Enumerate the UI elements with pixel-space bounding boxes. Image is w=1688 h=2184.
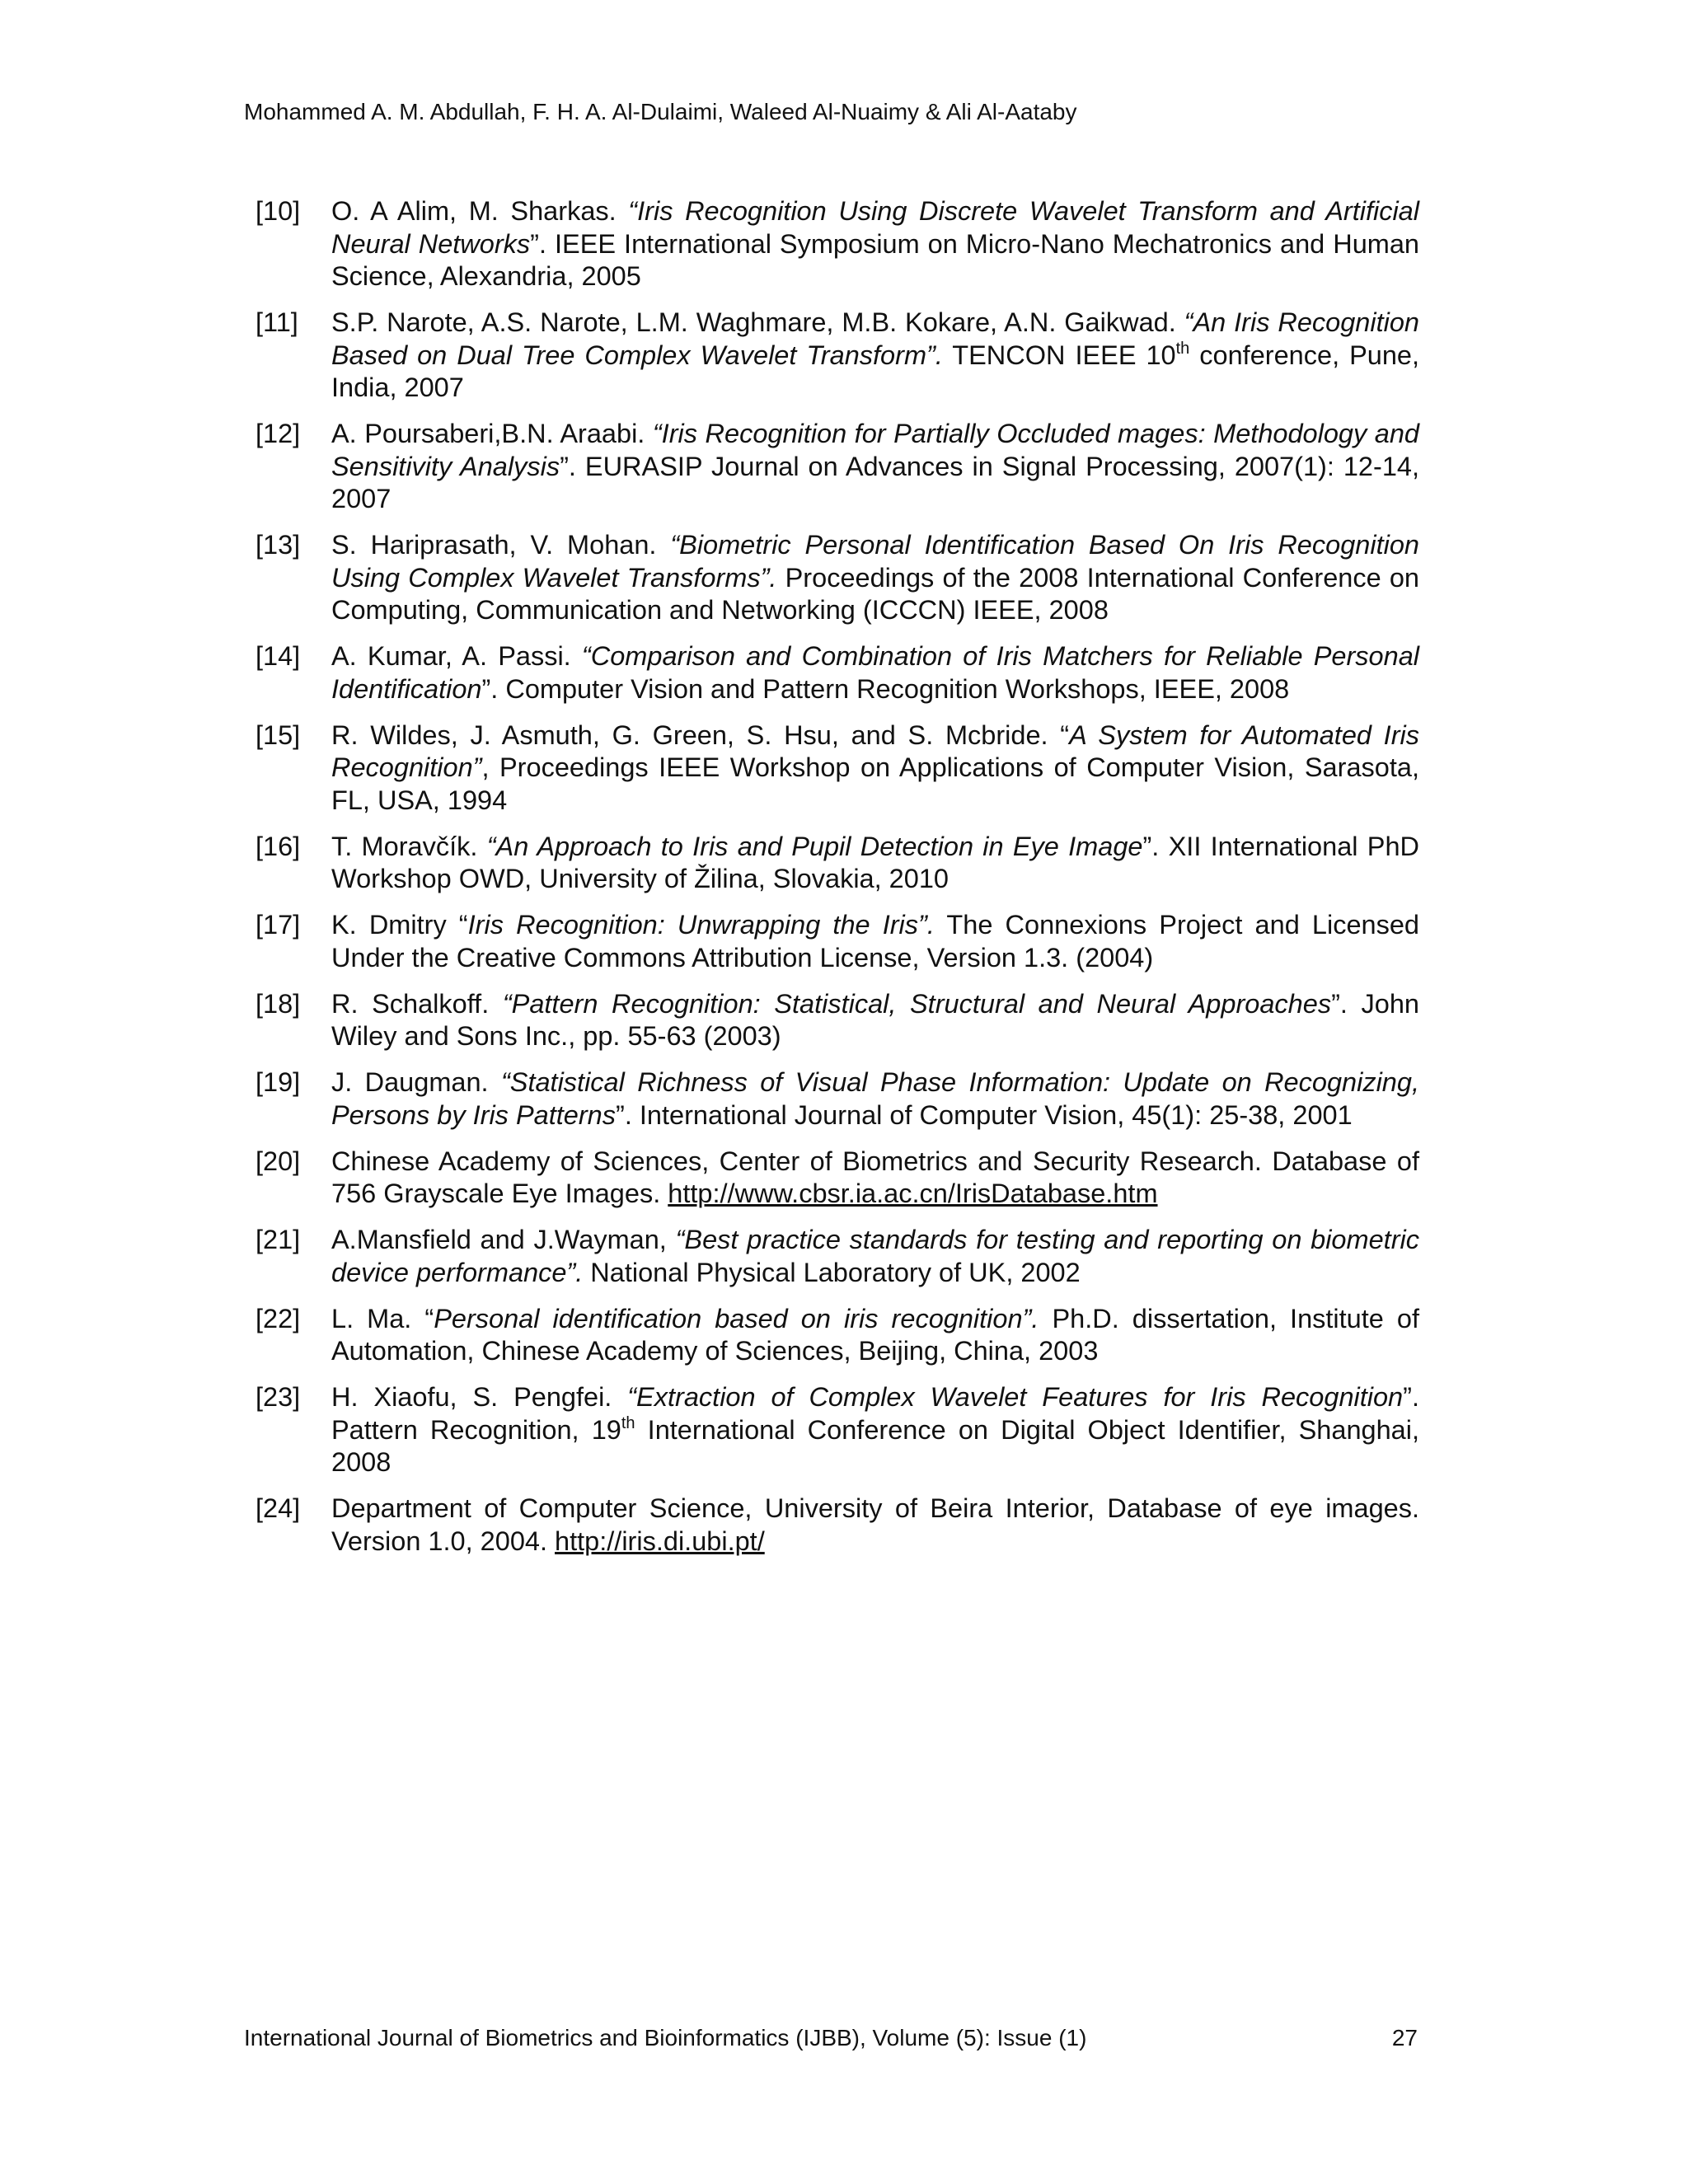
reference-title: A System for Automated Iris Recognition” [331, 719, 1419, 782]
reference-text [331, 640, 1419, 705]
reference-source: ”. International Journal of Computer Vision, 45(1): 25-38, 2001 [616, 1099, 1353, 1130]
page-number: 27 [1391, 2025, 1418, 2050]
reference-authors: A.Mansfield and J.Wayman, [331, 1225, 676, 1254]
reference-number: [11] [256, 307, 298, 337]
database-link[interactable]: http://www.cbsr.ia.ac.cn/IrisDatabase.htm [668, 1179, 1158, 1208]
reference-title: “Iris Recognition Using Discrete Wavelet Transform and Artificial Neural Networks [331, 196, 1419, 259]
reference-source: ”. EURASIP Journal on Advances in Signal Processing, 2007(1): 12-14, 2007 [331, 451, 1420, 513]
ordinal-suffix: th [621, 1413, 635, 1432]
reference-authors: K. Dmitry “ [331, 910, 468, 940]
reference-title: “Statistical Richness of Visual Phase Information: Update on Recognizing, Persons by Iris Patterns [331, 1067, 1419, 1130]
reference-item [256, 1303, 1419, 1368]
reference-authors: J. Daugman. [331, 1067, 501, 1097]
reference-authors: L. Ma. “ [331, 1303, 434, 1333]
reference-item [256, 1224, 1419, 1289]
reference-item [256, 529, 1419, 627]
reference-text [331, 1224, 1419, 1289]
reference-title: “Biometric Personal Identification Based On Iris Recognition Using Complex Wavelet Transforms”. [331, 530, 1419, 593]
page-footer [244, 2023, 1418, 2053]
reference-source: National Physical Laboratory of UK, 2002 [583, 1257, 1081, 1287]
reference-authors: H. Xiaofu, S. Pengfei. [331, 1382, 628, 1412]
reference-number: [22] [256, 1303, 301, 1333]
reference-item [256, 909, 1419, 974]
reference-item [256, 1493, 1419, 1558]
reference-text [331, 1066, 1419, 1132]
reference-list [256, 195, 1419, 1572]
reference-authors: A. Kumar, A. Passi. [331, 641, 582, 671]
reference-title: Personal identification based on iris recognition”. [434, 1303, 1039, 1333]
reference-title: “An Approach to Iris and Pupil Detection in Eye Image [486, 831, 1143, 861]
reference-item [256, 418, 1419, 516]
reference-text [331, 195, 1419, 293]
reference-number: [21] [256, 1225, 301, 1254]
reference-authors: Chinese Academy of Sciences, Center of Biometrics and Security Research. Database of 756 Grayscale Eye Images. [331, 1146, 1419, 1208]
reference-number: [24] [256, 1493, 301, 1523]
reference-source: Ph.D. dissertation, Institute of Automation, Chinese Academy of Sciences, Beijing, China, 2003 [331, 1303, 1419, 1366]
reference-authors: R. Wildes, J. Asmuth, G. Green, S. Hsu, and S. Mcbride. “ [331, 719, 1070, 750]
reference-text [331, 988, 1419, 1053]
reference-authors: R. Schalkoff. [331, 988, 503, 1019]
reference-authors: A. Poursaberi,B.N. Araabi. [331, 419, 653, 448]
reference-text [331, 1303, 1419, 1368]
reference-title: “Extraction of Complex Wavelet Features for Iris Recognition [627, 1382, 1404, 1412]
reference-item [256, 307, 1419, 405]
reference-title: “Comparison and Combination of Iris Matchers for Reliable Personal Identification [331, 641, 1420, 704]
reference-text [331, 719, 1419, 818]
reference-item [256, 831, 1419, 896]
reference-text [331, 1146, 1419, 1211]
reference-source: ”. John Wiley and Sons Inc., pp. 55-63 (2003) [331, 988, 1420, 1051]
database-link[interactable]: http://iris.di.ubi.pt/ [555, 1526, 765, 1556]
reference-text [331, 307, 1419, 405]
reference-source: ”. XII International PhD Workshop OWD, University of Žilina, Slovakia, 2010 [331, 831, 1419, 893]
reference-authors: S. Hariprasath, V. Mohan. [331, 530, 671, 560]
reference-source: ”. IEEE International Symposium on Micro-Nano Mechatronics and Human Science, Alexandria, 2005 [331, 228, 1419, 291]
reference-text [331, 529, 1419, 627]
reference-text [331, 1381, 1419, 1479]
reference-source: The Connexions Project and Licensed Under the Creative Commons Attribution License, Version 1.3. (2004) [331, 910, 1419, 972]
reference-source: ”. Pattern Recognition, 19 [331, 1382, 1419, 1445]
reference-item [256, 1146, 1419, 1211]
reference-source: TENCON IEEE 10 [942, 340, 1176, 370]
reference-number: [17] [256, 910, 301, 940]
reference-text [331, 831, 1419, 896]
reference-text [331, 418, 1419, 516]
reference-title: Iris Recognition: Unwrapping the Iris”. [467, 910, 935, 940]
reference-source-cont: conference, Pune, India, 2007 [331, 340, 1419, 402]
reference-source-cont: International Conference on Digital Object Identifier, Shanghai, 2008 [331, 1414, 1419, 1477]
reference-number: [19] [256, 1067, 301, 1097]
reference-title: “Best practice standards for testing and reporting on biometric device performance”. [331, 1225, 1419, 1287]
reference-authors: O. A Alim, M. Sharkas. [331, 196, 629, 226]
journal-citation: International Journal of Biometrics and Bioinformatics (IJBB), Volume (5): Issue (1) [244, 2025, 1087, 2050]
reference-number: [14] [256, 641, 301, 671]
reference-authors: Department of Computer Science, University of Beira Interior, Database of eye images. Version 1.0, 2004. [331, 1493, 1419, 1556]
reference-source: ”. Computer Vision and Pattern Recognition Workshops, IEEE, 2008 [481, 673, 1290, 704]
reference-number: [15] [256, 719, 301, 750]
reference-item [256, 719, 1419, 818]
reference-item [256, 1066, 1419, 1132]
reference-item [256, 640, 1419, 705]
reference-number: [10] [256, 196, 301, 226]
running-header: Mohammed A. M. Abdullah, F. H. A. Al-Dulaimi, Waleed Al-Nuaimy & Ali Al-Aataby [244, 99, 1077, 124]
reference-source: , Proceedings IEEE Workshop on Applications of Computer Vision, Sarasota, FL, USA, 1994 [331, 752, 1419, 815]
ordinal-suffix: th [1175, 339, 1190, 358]
reference-number: [16] [256, 831, 301, 861]
reference-source: Proceedings of the 2008 International Conference on Computing, Communication and Networking (ICCCN) IEEE, 2008 [331, 562, 1420, 625]
reference-item [256, 988, 1419, 1053]
reference-title: “Pattern Recognition: Statistical, Structural and Neural Approaches [502, 988, 1332, 1019]
reference-title: “An Iris Recognition Based on Dual Tree Complex Wavelet Transform”. [331, 307, 1419, 370]
reference-authors: S.P. Narote, A.S. Narote, L.M. Waghmare, M.B. Kokare, A.N. Gaikwad. [331, 307, 1184, 337]
reference-number: [13] [256, 530, 301, 560]
reference-number: [23] [256, 1382, 301, 1412]
reference-number: [18] [256, 988, 301, 1019]
reference-text [331, 909, 1419, 974]
reference-title: “Iris Recognition for Partially Occluded mages: Methodology and Sensitivity Analysis [331, 419, 1419, 481]
reference-text [331, 1493, 1419, 1558]
reference-item [256, 195, 1419, 293]
reference-authors: T. Moravčík. [331, 831, 487, 861]
reference-number: [12] [256, 419, 301, 448]
reference-number: [20] [256, 1146, 301, 1176]
reference-item [256, 1381, 1419, 1479]
